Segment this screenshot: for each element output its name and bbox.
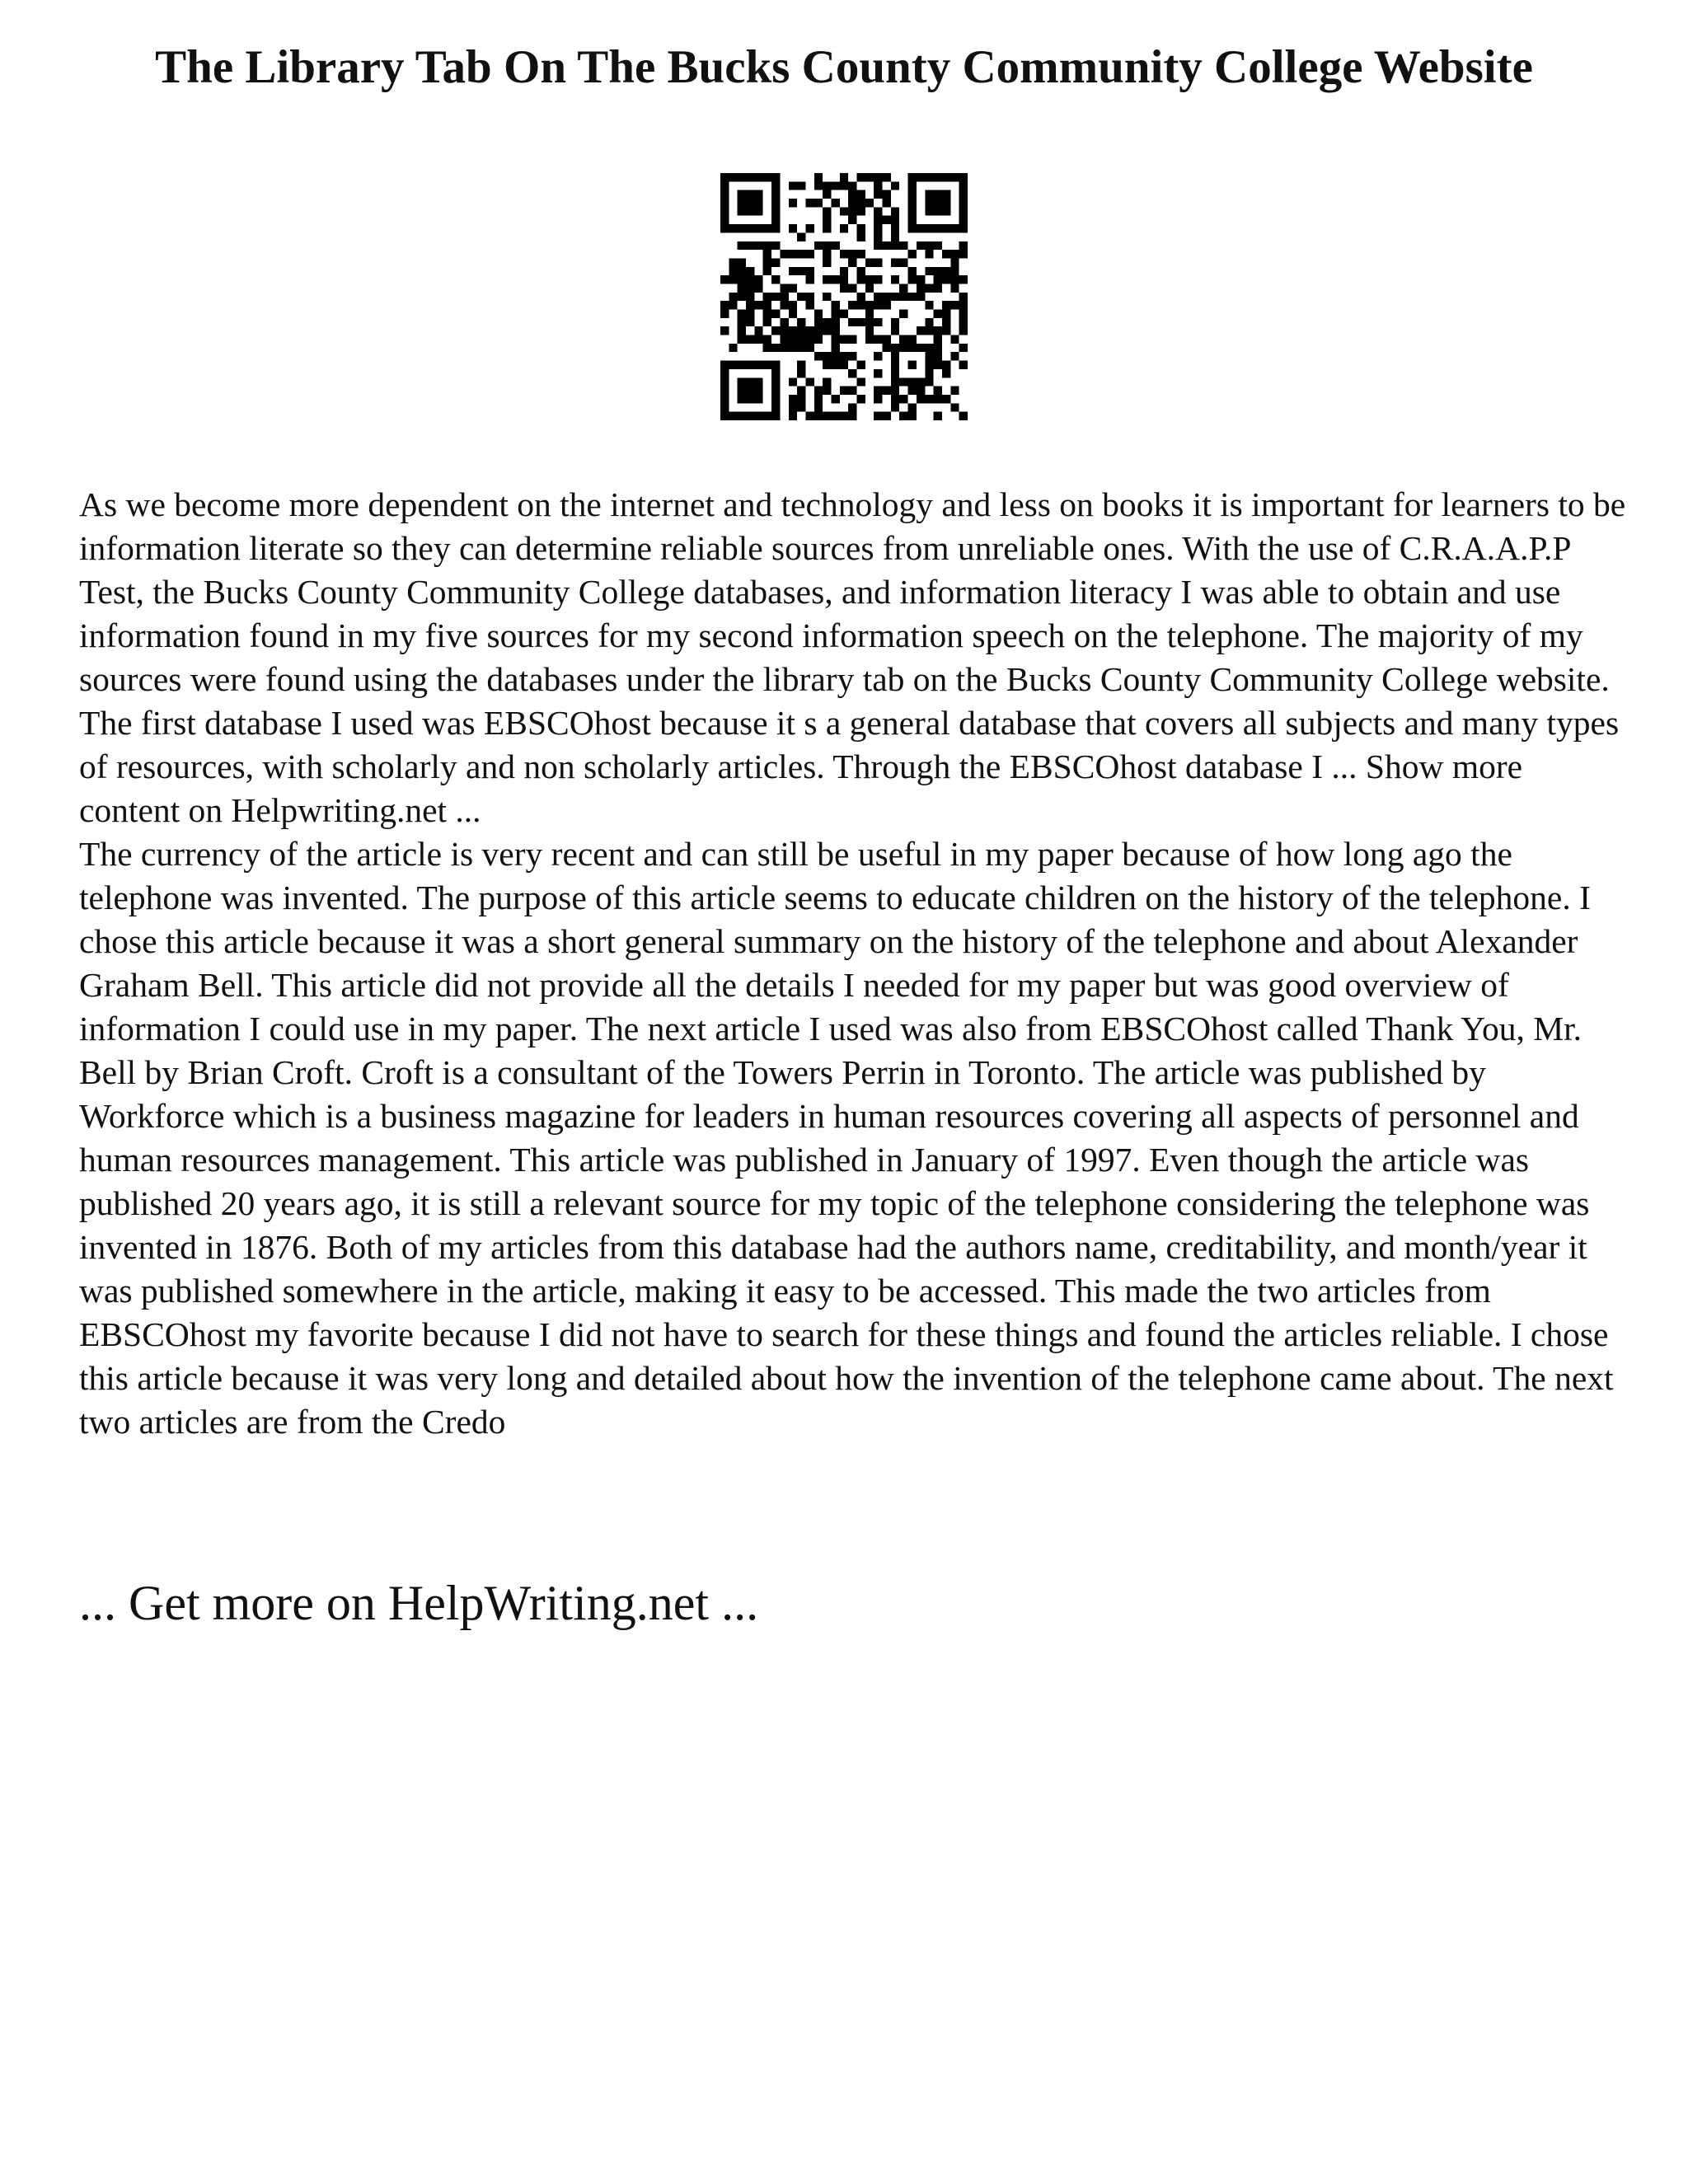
get-more-link[interactable]: ... Get more on HelpWriting.net ...	[79, 1576, 759, 1630]
page-title: The Library Tab On The Bucks County Community College Website	[155, 41, 1533, 93]
essay-body	[79, 483, 1629, 1444]
essay-paragraph: As we become more dependent on the internet and technology and less on books it is important for learners to be information literate so they can determine reliable sources from unreliable ones. With the use of C.R.A.A.P.P Test, the Bucks County Community College databases, and information literacy I was able to obtain and use information found in my five sources for my second information speech on the telephone. The majority of my sources were found using the databases under the library tab on the Bucks County Community College website. The first database I used was EBSCOhost because it s a general database that covers all subjects and many types of resources, with scholarly and non scholarly articles. Through the EBSCOhost database I ... Show more content on Helpwriting.net ...	[79, 485, 1626, 829]
qr-code-icon	[720, 173, 968, 420]
essay-paragraph: The currency of the article is very recent and can still be useful in my paper because of how long ago the telephone was invented. The purpose of this article seems to educate children on the history of the telephone. I chose this article because it was a short general summary on the history of the telephone and about Alexander Graham Bell. This article did not provide all the details I needed for my paper but was good overview of information I could use in my paper. The next article I used was also from EBSCOhost called Thank You, Mr. Bell by Brian Croft. Croft is a consultant of the Towers Perrin in Toronto. The article was published by Workforce which is a business magazine for leaders in human resources covering all aspects of personnel and human resources management. This article was published in January of 1997. Even though the article was published 20 years ago, it is still a relevant source for my topic of the telephone considering the telephone was invented in 1876. Both of my articles from this database had the authors name, creditability, and month/year it was published somewhere in the article, making it easy to be accessed. This made the two articles from EBSCOhost my favorite because I did not have to search for these things and found the articles reliable. I chose this article because it was very long and detailed about how the invention of the telephone came about. The next two articles are from the Credo	[79, 835, 1614, 1441]
